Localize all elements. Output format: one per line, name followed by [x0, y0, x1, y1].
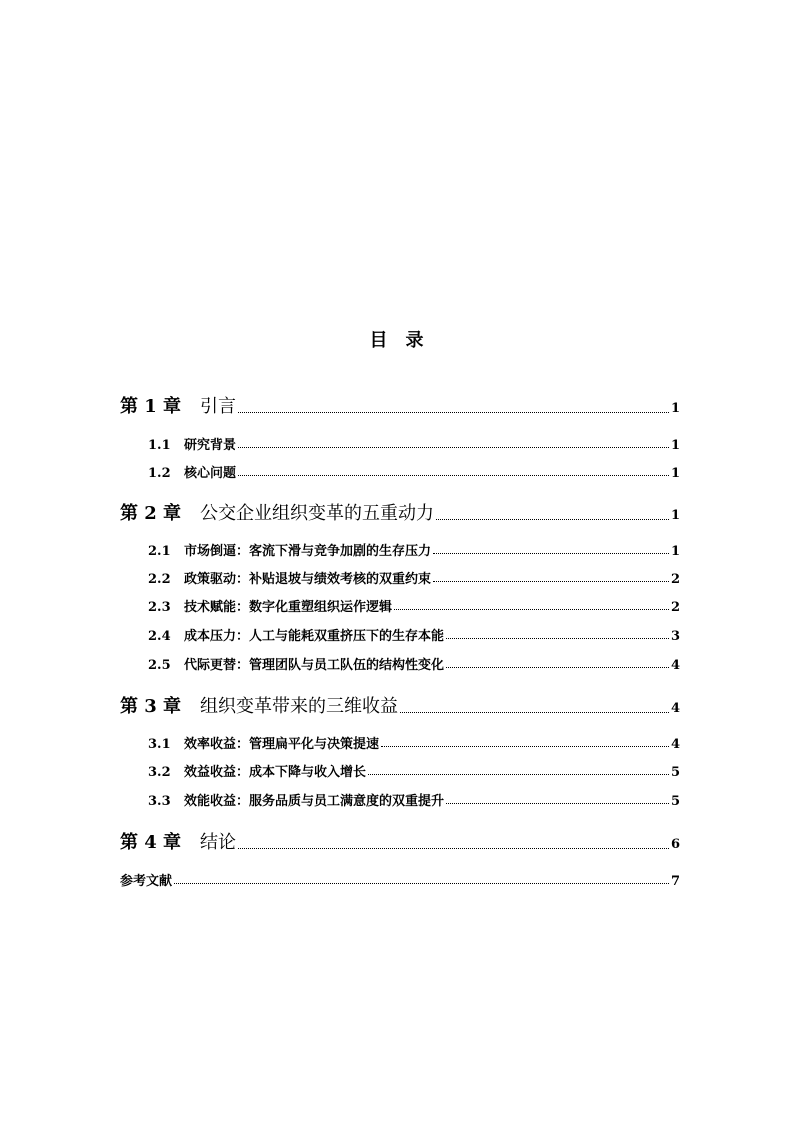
toc-entry-chapter-3[interactable] — [120, 692, 680, 718]
dot-leader — [238, 434, 669, 453]
toc-entry-title: 效能收益：服务品质与员工满意度的双重提升 — [184, 794, 445, 809]
toc-entry-number: 2.4 — [148, 629, 171, 644]
toc-entry-number: 第 4 章 — [120, 832, 182, 853]
dot-leader — [238, 462, 669, 481]
toc-entry-number: 2.5 — [148, 658, 171, 673]
dot-leader — [238, 828, 669, 854]
toc-entry-number: 1.2 — [148, 466, 171, 481]
toc-entry-title: 结论 — [200, 832, 236, 853]
toc-entry-title: 引言 — [200, 396, 236, 417]
toc-entry-page: 4 — [670, 737, 680, 752]
toc-entry-section-3-1[interactable] — [148, 733, 680, 752]
toc-entry-page: 6 — [670, 837, 680, 852]
toc-entry-page: 4 — [670, 658, 680, 673]
toc-entry-title: 参考文献 — [120, 874, 173, 889]
toc-entry-page: 1 — [670, 438, 680, 453]
dot-leader — [238, 392, 669, 418]
dot-leader — [381, 733, 669, 752]
toc-entry-section-3-2[interactable] — [148, 761, 680, 780]
toc-entry-section-2-4[interactable] — [148, 625, 680, 644]
dot-leader — [174, 870, 669, 889]
toc-entry-chapter-2[interactable] — [120, 499, 680, 525]
toc-entry-page: 1 — [670, 508, 680, 523]
toc-entry-page: 5 — [670, 794, 680, 809]
dot-leader — [394, 596, 669, 615]
toc-entry-title: 核心问题 — [184, 466, 237, 481]
toc-entry-page: 4 — [670, 701, 680, 716]
toc-entry-title: 效率收益：管理扁平化与决策提速 — [184, 737, 380, 752]
dot-leader — [446, 654, 669, 673]
dot-leader — [433, 540, 669, 559]
toc-entry-chapter-1[interactable] — [120, 392, 680, 418]
toc-entry-title: 组织变革带来的三维收益 — [200, 696, 398, 717]
toc-entry-section-1-2[interactable] — [148, 462, 680, 481]
toc-entry-page: 2 — [670, 572, 680, 587]
toc-entry-title: 效益收益：成本下降与收入增长 — [184, 765, 367, 780]
toc-entry-page: 3 — [670, 629, 680, 644]
toc-entry-title: 公交企业组织变革的五重动力 — [200, 503, 434, 524]
toc-entry-title: 技术赋能：数字化重塑组织运作逻辑 — [184, 600, 393, 615]
toc-entry-number: 2.2 — [148, 572, 171, 587]
dot-leader — [446, 625, 669, 644]
dot-leader — [433, 568, 669, 587]
toc-entry-page: 1 — [670, 401, 680, 416]
toc-title: 目录 — [369, 330, 442, 351]
toc-entry-number: 第 3 章 — [120, 696, 182, 717]
toc-entry-title: 政策驱动：补贴退坡与绩效考核的双重约束 — [184, 572, 432, 587]
toc-entry-number: 2.3 — [148, 600, 171, 615]
toc-entry-page: 7 — [670, 874, 680, 889]
toc-entry-section-2-3[interactable] — [148, 596, 680, 615]
toc-entry-title: 成本压力：人工与能耗双重挤压下的生存本能 — [184, 629, 445, 644]
toc-entry-section-3-3[interactable] — [148, 790, 680, 809]
toc-entry-number: 3.1 — [148, 737, 171, 752]
dot-leader — [446, 790, 669, 809]
toc-entry-page: 5 — [670, 765, 680, 780]
toc-entry-number: 3.2 — [148, 765, 171, 780]
toc-entry-title: 市场倒逼：客流下滑与竞争加剧的生存压力 — [184, 544, 432, 559]
toc-entry-title: 研究背景 — [184, 438, 237, 453]
toc-entry-section-2-1[interactable] — [148, 540, 680, 559]
toc-entry-chapter-4[interactable] — [120, 828, 680, 854]
dot-leader — [436, 499, 669, 525]
toc-entry-number: 2.1 — [148, 544, 171, 559]
toc-entry-section-2-2[interactable] — [148, 568, 680, 587]
toc-entry-page: 1 — [670, 544, 680, 559]
toc-entry-number: 第 1 章 — [120, 396, 182, 417]
toc-entry-number: 第 2 章 — [120, 503, 182, 524]
toc-entry-page: 1 — [670, 466, 680, 481]
toc-entry-page: 2 — [670, 600, 680, 615]
toc-entry-title: 代际更替：管理团队与员工队伍的结构性变化 — [184, 658, 445, 673]
dot-leader — [400, 692, 669, 718]
toc-entry-number: 3.3 — [148, 794, 171, 809]
toc-entry-number: 1.1 — [148, 438, 171, 453]
dot-leader — [368, 761, 669, 780]
toc-entry-section-2-5[interactable] — [148, 654, 680, 673]
toc-entry-references[interactable] — [120, 870, 680, 889]
toc-entry-section-1-1[interactable] — [148, 434, 680, 453]
